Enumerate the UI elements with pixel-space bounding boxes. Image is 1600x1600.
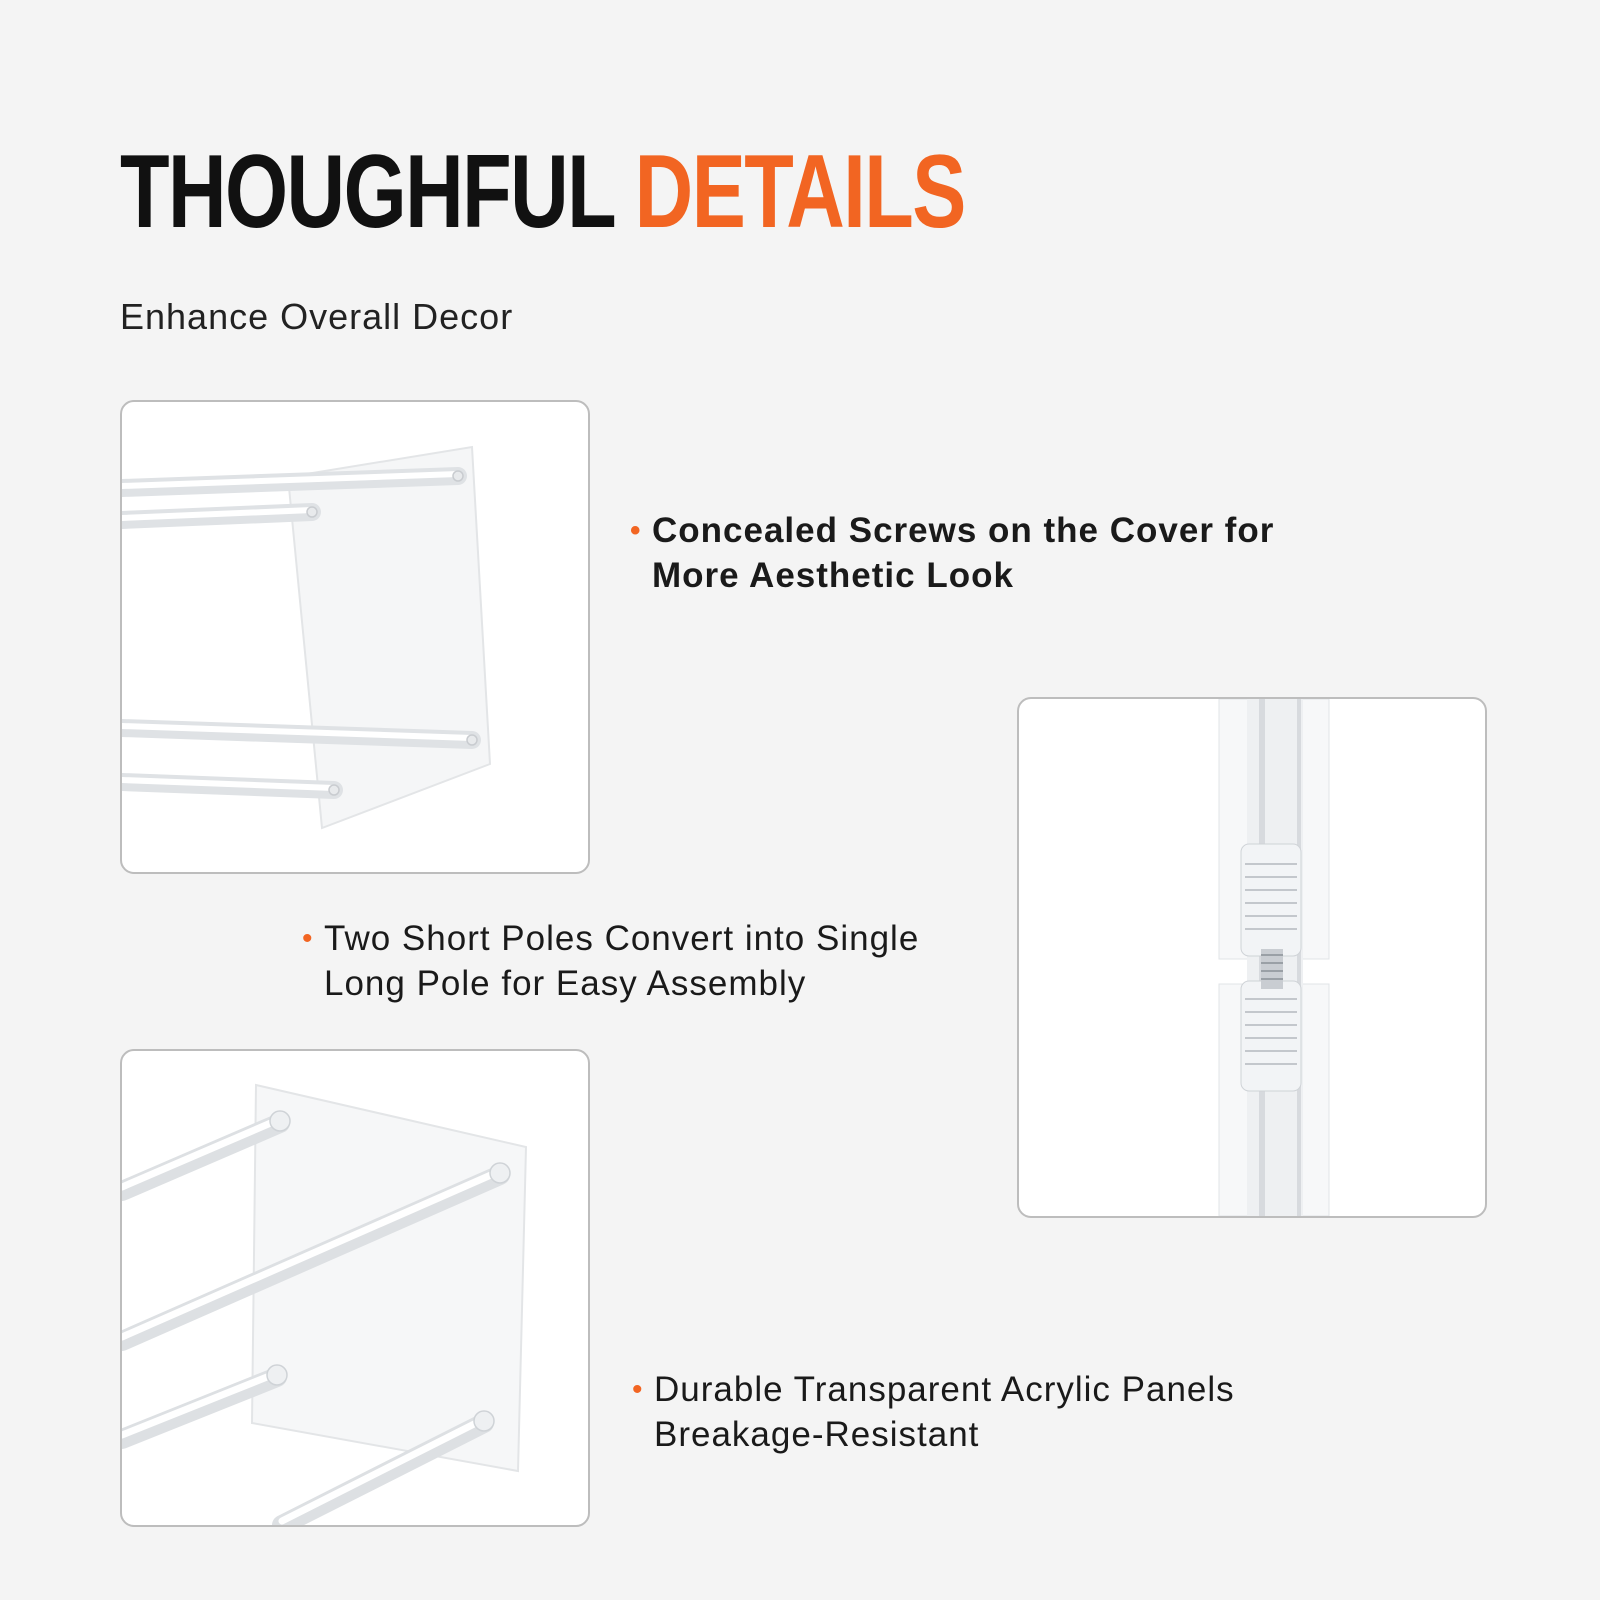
bullet-icon: • <box>632 1373 644 1406</box>
feature-line-1: Durable Transparent Acrylic Panels <box>654 1370 1235 1409</box>
feature-line-2: Long Pole for Easy Assembly <box>324 964 807 1003</box>
page-title <box>120 134 965 250</box>
threaded-pole-connector-image <box>1019 699 1485 1216</box>
page-subtitle: Enhance Overall Decor <box>120 296 514 337</box>
feature-line-1: Concealed Screws on the Cover for <box>652 511 1275 550</box>
acrylic-panel-with-poles-image <box>122 402 588 872</box>
bullet-icon: • <box>302 922 314 955</box>
title-accent: DETAILS <box>634 134 965 250</box>
feature-line-1: Two Short Poles Convert into Single <box>324 919 920 958</box>
feature-line-2: More Aesthetic Look <box>652 556 1014 595</box>
feature-line-2: Breakage-Resistant <box>654 1415 980 1454</box>
screws-image-card <box>120 400 590 874</box>
bullet-icon: • <box>630 514 642 547</box>
title-dark: THOUGHFUL <box>120 134 614 250</box>
feature-two-short-poles <box>302 916 920 1006</box>
feature-durable-acrylic <box>632 1367 1235 1457</box>
connector-image-card <box>1017 697 1487 1218</box>
panel-image-card <box>120 1049 590 1527</box>
acrylic-panel-rods-image <box>122 1051 588 1525</box>
feature-concealed-screws <box>630 508 1275 598</box>
